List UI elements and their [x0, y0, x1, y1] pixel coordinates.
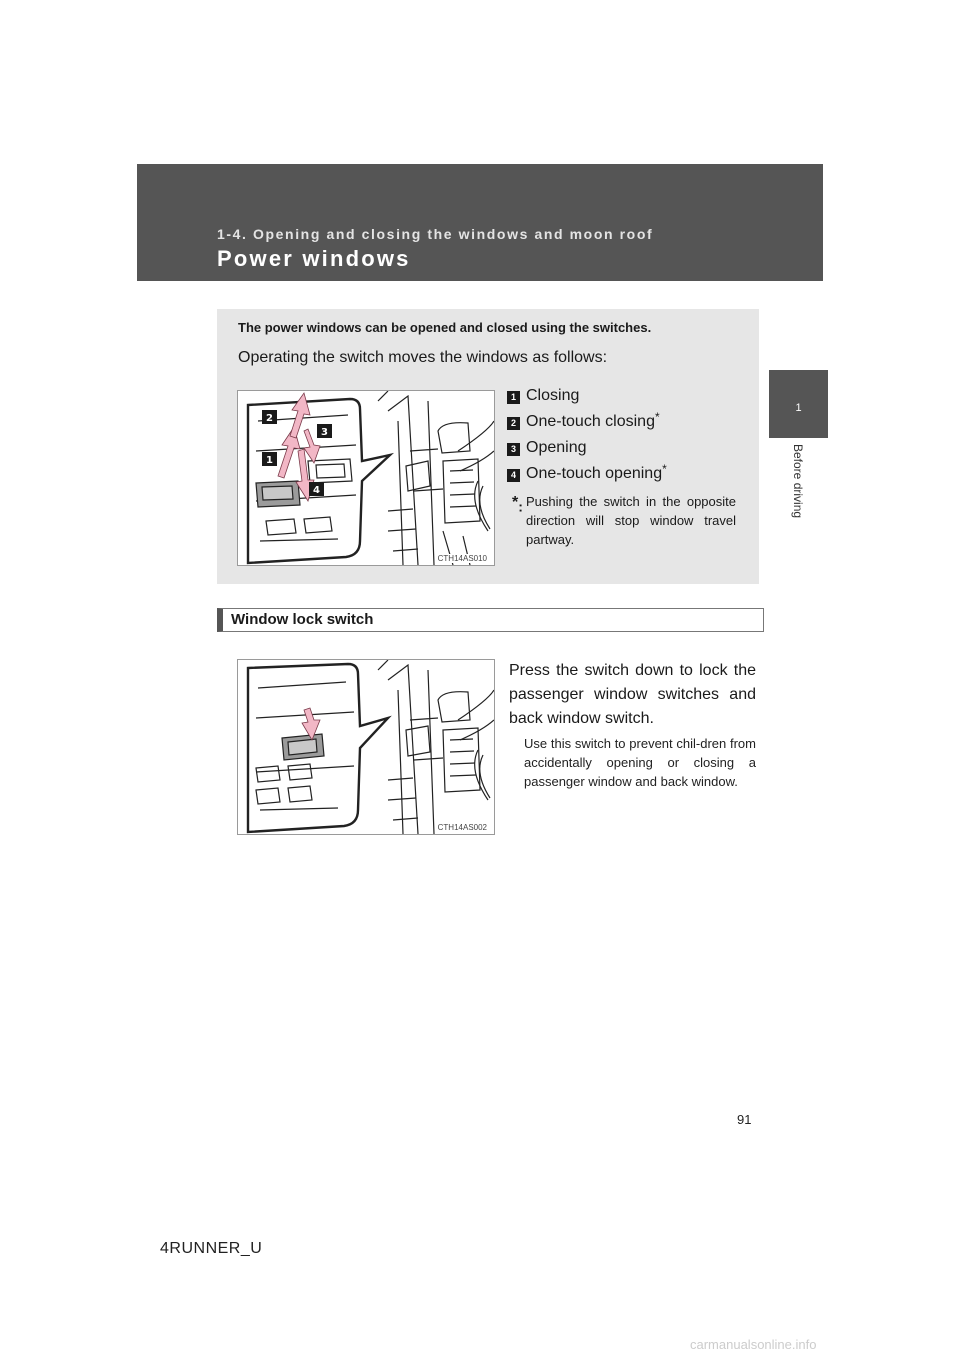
window-switch-drawing — [238, 391, 494, 565]
item-number-badge: 4 — [507, 469, 520, 482]
footnote-text: Pushing the switch in the opposite direction will stop window travel partway. — [526, 494, 736, 547]
window-lock-illustration — [237, 659, 495, 835]
item-number-badge: 3 — [507, 443, 520, 456]
watermark: carmanualsonline.info — [690, 1337, 817, 1352]
section-label: 1-4. Opening and closing the windows and moon roof — [217, 226, 654, 242]
window-lock-drawing — [238, 660, 494, 834]
section-heading — [217, 608, 764, 632]
item-label: One-touch closing — [526, 413, 655, 430]
illustration-code: CTH14AS010 — [437, 554, 487, 563]
callout-2: 2 — [266, 413, 273, 424]
chapter-tab — [769, 370, 828, 438]
asterisk-mark: * — [654, 410, 660, 424]
intro-operation-text: Operating the switch moves the windows as follows: — [238, 349, 608, 366]
item-label: One-touch opening — [526, 465, 663, 482]
illustration-code: CTH14AS002 — [437, 823, 487, 832]
item-number-badge: 1 — [507, 391, 520, 404]
footnote-colon: : — [518, 498, 523, 515]
item-number-badge: 2 — [507, 417, 520, 430]
item-label: Closing — [526, 387, 580, 404]
window-lock-body: Press the switch down to lock the passenger window switches and back window switch. — [509, 662, 756, 727]
page-number: 91 — [737, 1112, 752, 1127]
footnote — [512, 492, 736, 549]
callout-1: 1 — [266, 455, 273, 466]
page-title: Power windows — [217, 246, 411, 271]
intro-box — [217, 309, 759, 584]
footnote-asterisk: * — [512, 494, 519, 511]
asterisk-mark: * — [662, 462, 667, 476]
page-header — [137, 164, 823, 281]
callout-4: 4 — [313, 485, 320, 496]
intro-lead: The power windows can be opened and closed using the switches. — [238, 320, 652, 335]
callout-3: 3 — [321, 427, 328, 438]
window-lock-heading: Window lock switch — [231, 611, 374, 628]
window-switch-illustration — [237, 390, 495, 566]
window-lock-note: Use this switch to prevent chil-dren from accidentally opening or closing a passenger window and back window. — [524, 736, 756, 789]
manual-code: 4RUNNER_U — [160, 1240, 263, 1257]
chapter-number: 1 — [795, 402, 802, 414]
item-label: Opening — [526, 439, 587, 456]
chapter-title: Before driving — [791, 444, 805, 519]
